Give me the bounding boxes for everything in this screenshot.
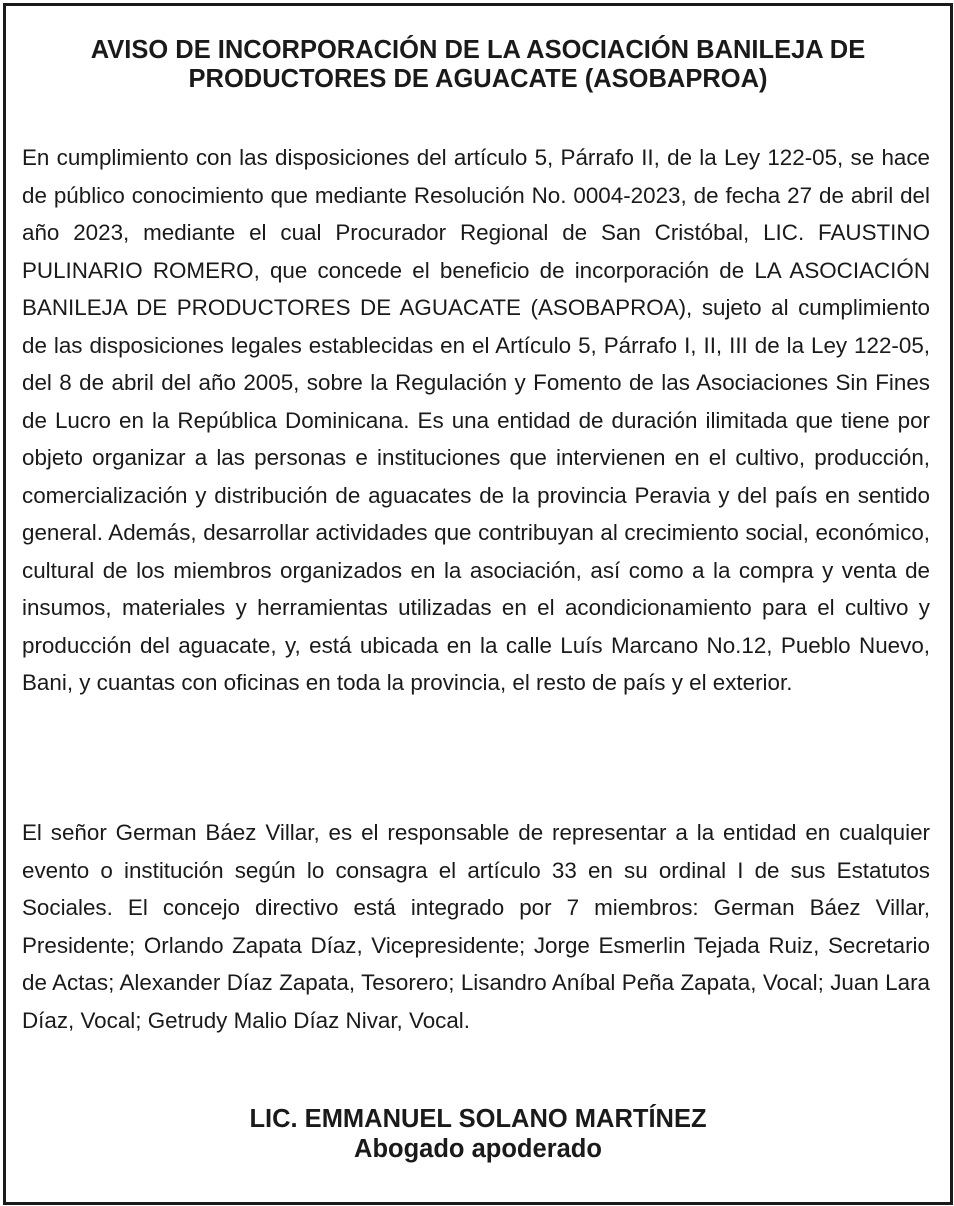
notice-paragraph-incorporation: En cumplimiento con las disposiciones del artículo 5, Párrafo II, de la Ley 122-05, se hace de público conocimiento que mediante Resolución No. 0004-2023, de fecha 27 de abril del año 2023, mediante el cual Procurador Regional de San Cristóbal, LIC. FAUSTINO PULINARIO ROMERO, que concede el beneficio de incorporación de LA ASOCIACIÓN BANILEJA DE PRODUCTORES DE AGUACATE (ASOBAPROA), sujeto al cumplimiento de las disposiciones legales establecidas en el Artículo 5, Párrafo I, II, III de la Ley 122-05, del 8 de abril del año 2005, sobre la Regulación y Fomento de las Asociaciones Sin Fines de Lucro en la República Dominicana. Es una entidad de duración ilimitada que tiene por objeto organizar a las personas e instituciones que intervienen en el cultivo, producción, comercialización y distribución de aguacates de la provincia Peravia y del país en sentido general. Además, desarrollar actividades que contribuyan al crecimiento social, económico, cultural de los miembros organizados en la asociación, así como a la compra y venta de insumos, materiales y herramientas utilizadas en el acondicionamiento para el cultivo y producción del aguacate, y, está ubicada en la calle Luís Marcano No.12, Pueblo Nuevo, Bani, y cuantas con oficinas en toda la provincia, el resto de país y el exterior. — [22, 145, 930, 695]
signature-name: LIC. EMMANUEL SOLANO MARTÍNEZ — [249, 1105, 707, 1133]
notice-title: AVISO DE INCORPORACIÓN DE LA ASOCIACIÓN BANILEJA DE PRODUCTORES DE AGUACATE (ASOBAPROA) — [90, 36, 866, 93]
signature-role: Abogado apoderado — [354, 1135, 602, 1163]
notice-frame — [3, 3, 953, 1205]
signature-block — [20, 1104, 936, 1164]
notice-paragraph-board: El señor German Báez Villar, es el responsable de representar a la entidad en cualquier evento o institución según lo consagra el artículo 33 en su ordinal I de sus Estatutos Sociales. El concejo directivo está integrado por 7 miembros: German Báez Villar, Presidente; Orlando Zapata Díaz, Vicepresidente; Jorge Esmerlin Tejada Ruiz, Secretario de Actas; Alexander Díaz Zapata, Tesorero; Lisandro Aníbal Peña Zapata, Vocal; Juan Lara Díaz, Vocal; Getrudy Malio Díaz Nivar, Vocal. — [22, 820, 930, 1033]
